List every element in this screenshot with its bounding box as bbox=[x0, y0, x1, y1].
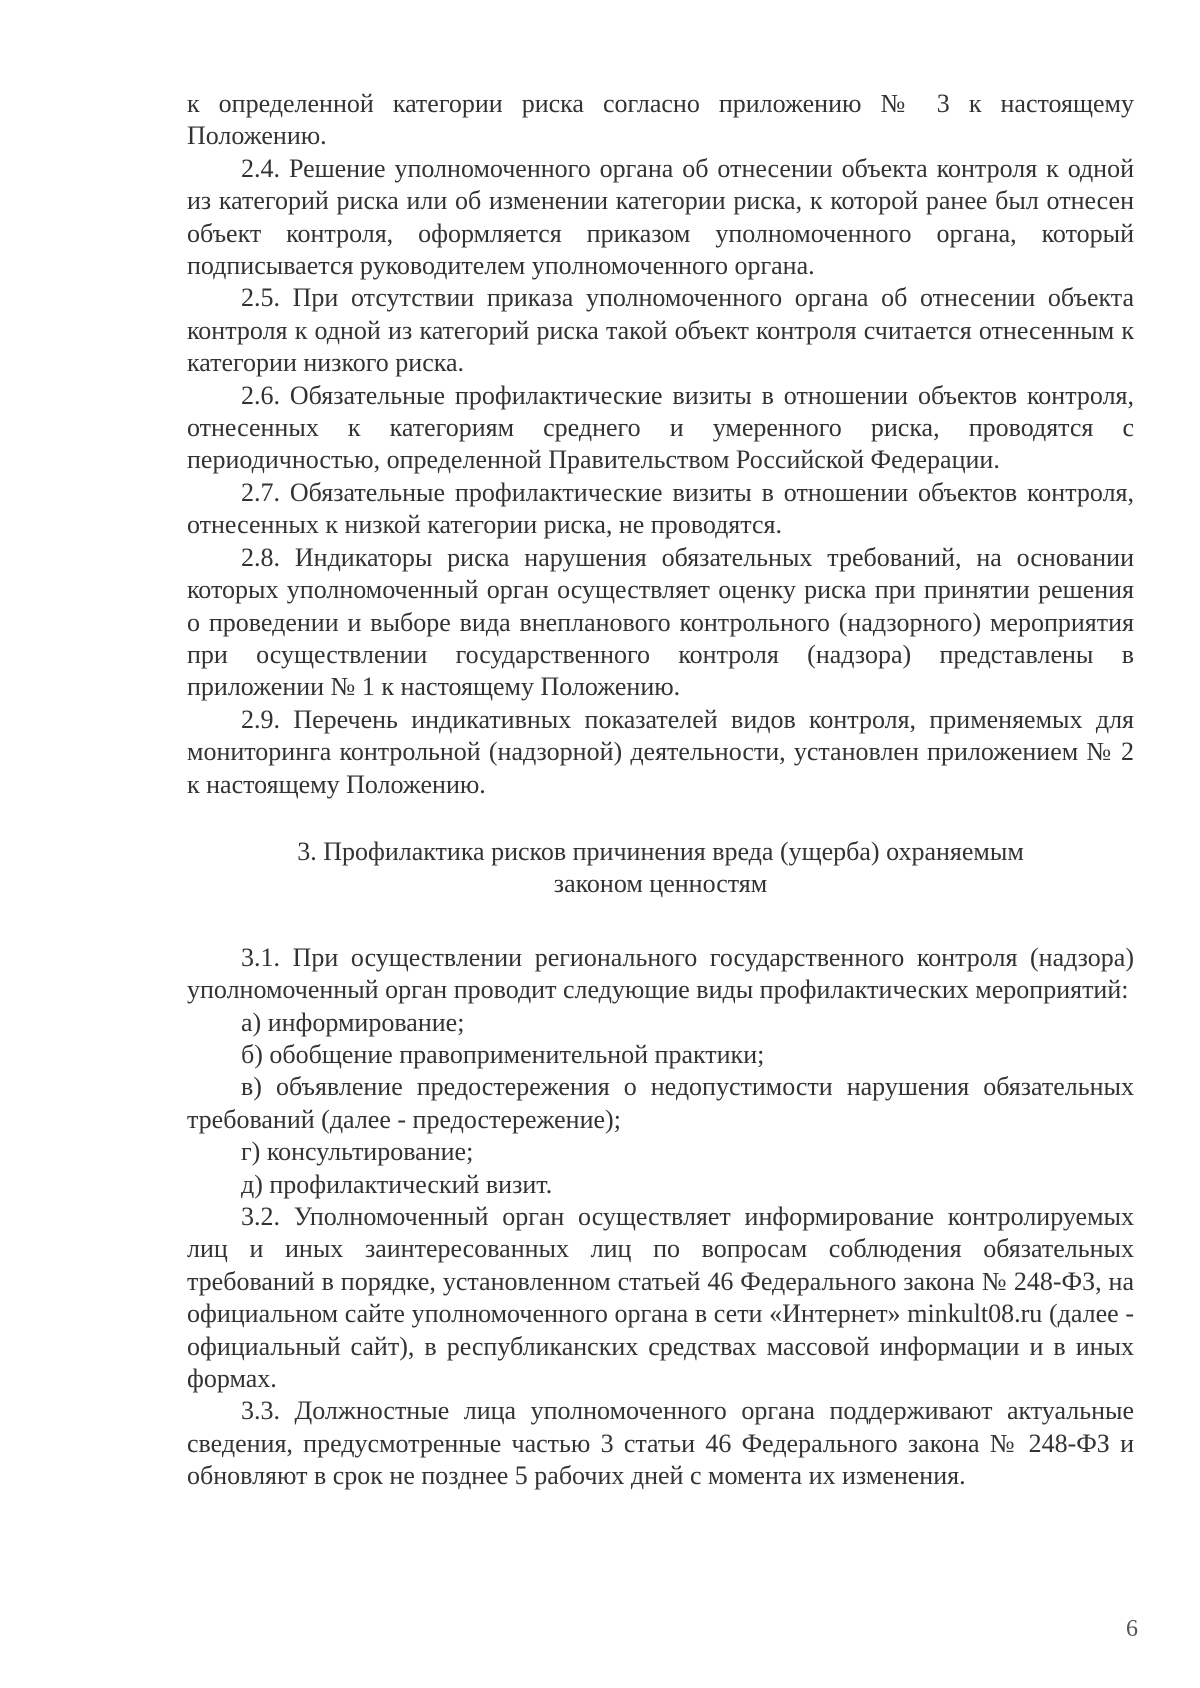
page-number: 6 bbox=[1126, 1616, 1138, 1642]
paragraph-3-2: 3.2. Уполномоченный орган осуществляет информирование контролируемых лиц и иных заинтересованных лиц по вопросам соблюдения обязательных требований в порядке, установленном статьей 46 Федерального закона № 248-ФЗ, на официальном сайте уполномоченного органа в сети «Интернет» minkult08.ru (далее - официальный сайт), в республиканских средствах массовой информации и в иных формах. bbox=[187, 1202, 1134, 1394]
section-3-title-line-2: законом ценностям bbox=[553, 869, 768, 899]
paragraph-2-5: 2.5. При отсутствии приказа уполномоченного органа об отнесении объекта контроля к одной из категорий риска такой объект контроля считается отнесенным к категории низкого риска. bbox=[187, 283, 1134, 378]
paragraph-2-9: 2.9. Перечень индикативных показателей видов контроля, применяемых для мониторинга контрольной (надзорной) деятельности, установлен приложением № 2 к настоящему Положению. bbox=[187, 704, 1134, 799]
paragraph-continuation: к определенной категории риска согласно приложению № 3 к настоящему Положению. bbox=[187, 89, 1134, 151]
paragraph-2-7: 2.7. Обязательные профилактические визиты в отношении объектов контроля, отнесенных к низкой категории риска, не проводятся. bbox=[187, 477, 1134, 540]
list-item-g: г) консультирование; bbox=[241, 1137, 474, 1167]
list-item-d: д) профилактический визит. bbox=[241, 1169, 553, 1199]
document-page bbox=[187, 88, 1134, 1493]
paragraph-2-8: 2.8. Индикаторы риска нарушения обязательных требований, на основании которых уполномоченный орган осуществляет оценку риска при принятии решения о проведении и выборе вида внепланового контрольного (надзорного) мероприятия при осуществлении государственного контроля (надзора) представлены в приложении № 1 к настоящему Положению. bbox=[187, 542, 1134, 702]
list-item-b: б) обобщение правоприменительной практики; bbox=[241, 1039, 765, 1069]
section-3-title-line-1: 3. Профилактика рисков причинения вреда (ущерба) охраняемым bbox=[297, 836, 1024, 866]
list-item-a: а) информирование; bbox=[241, 1007, 465, 1037]
paragraph-2-4: 2.4. Решение уполномоченного органа об отнесении объекта контроля к одной из категорий риска или об изменении категории риска, к которой ранее был отнесен объект контроля, оформляется приказом уполномоченного органа, который подписывается руководителем уполномоченного органа. bbox=[187, 153, 1134, 281]
section-3-title bbox=[187, 836, 1134, 901]
paragraph-2-6: 2.6. Обязательные профилактические визиты в отношении объектов контроля, отнесенных к категориям среднего и умеренного риска, проводятся с периодичностью, определенной Правительством Российской Федерации. bbox=[187, 380, 1134, 475]
list-item-v: в) объявление предостережения о недопустимости нарушения обязательных требований (далее - предостережение); bbox=[187, 1072, 1134, 1134]
paragraph-3-3: 3.3. Должностные лица уполномоченного органа поддерживают актуальные сведения, предусмотренные частью 3 статьи 46 Федерального закона № 248-ФЗ и обновляют в срок не позднее 5 рабочих дней с момента их изменения. bbox=[187, 1396, 1134, 1491]
paragraph-3-1: 3.1. При осуществлении регионального государственного контроля (надзора) уполномоченный орган проводит следующие виды профилактических мероприятий: bbox=[187, 942, 1134, 1005]
